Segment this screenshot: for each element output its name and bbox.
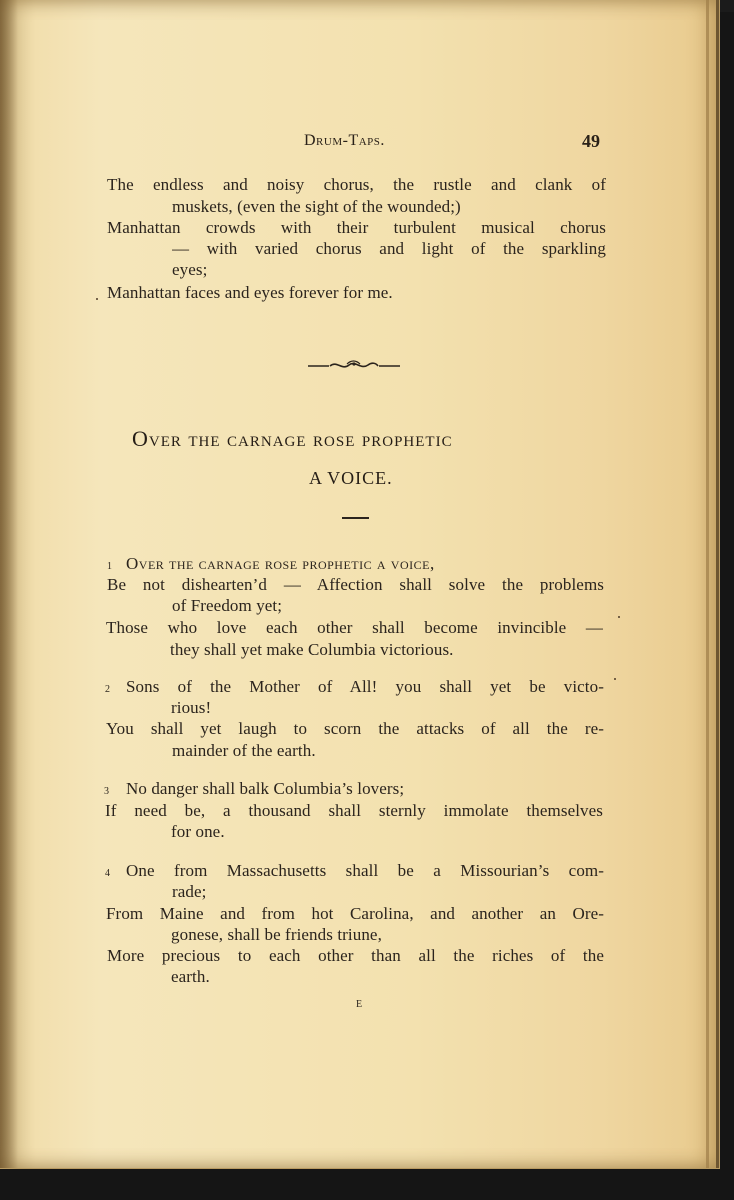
poem-line: they shall yet make Columbia victorious. <box>170 640 454 659</box>
stanza-number: 2 <box>105 684 111 695</box>
poem-line: Be not dishearten’d — Affection shall solve the problems <box>107 575 604 594</box>
poem-line: Sons of the Mother of All! you shall yet be victo- <box>126 677 604 696</box>
stanza-number: 3 <box>104 786 110 797</box>
paper-speck <box>96 298 98 300</box>
poem-line: mainder of the earth. <box>172 741 316 760</box>
running-title: Drum-Taps. <box>304 132 385 149</box>
stanza-number: 1 <box>107 561 113 572</box>
poem-line: The endless and noisy chorus, the rustle and clank of <box>107 175 606 194</box>
poem-line: Those who love each other shall become invincible — <box>106 618 603 637</box>
paper-speck <box>618 616 620 618</box>
poem-line: gonese, shall be friends triune, <box>171 925 382 944</box>
poem-line: You shall yet laugh to scorn the attacks of all the re- <box>106 719 604 738</box>
spine-shadow <box>0 0 18 1168</box>
poem-line: Over the carnage rose prophetic a voice, <box>126 554 435 573</box>
poem-line: Manhattan faces and eyes forever for me. <box>107 283 393 302</box>
printer-ornament <box>307 359 401 371</box>
poem-line: No danger shall balk Columbia’s lovers; <box>126 779 405 798</box>
stanza-number: 4 <box>105 868 111 879</box>
printer-signature: E <box>356 999 363 1010</box>
poem-line: of Freedom yet; <box>172 596 283 615</box>
poem-line: If need be, a thousand shall sternly immolate themselves <box>105 801 603 820</box>
poem-title-line-one: Over the carnage rose prophetic <box>132 426 453 451</box>
poem-title-line-two: A VOICE. <box>309 468 393 488</box>
poem-line: earth. <box>171 967 210 986</box>
poem-line: rade; <box>172 882 207 901</box>
poem-line: More precious to each other than all the riches of the <box>107 946 604 965</box>
poem-line: for one. <box>171 822 225 841</box>
poem-line: muskets, (even the sight of the wounded;) <box>172 197 461 216</box>
running-head <box>304 132 600 154</box>
poem-line: — with varied chorus and light of the sparkling <box>172 239 606 258</box>
poem-line: eyes; <box>172 260 208 279</box>
paper-speck <box>614 678 616 680</box>
poem-line: Manhattan crowds with their turbulent musical chorus <box>107 218 606 237</box>
title-rule <box>342 517 369 519</box>
page-number: 49 <box>582 131 600 151</box>
poem-line: rious! <box>171 698 212 717</box>
poem-line: From Maine and from hot Carolina, and another an Ore- <box>106 904 604 923</box>
poem-line: One from Massachusetts shall be a Missourian’s com- <box>126 861 604 880</box>
